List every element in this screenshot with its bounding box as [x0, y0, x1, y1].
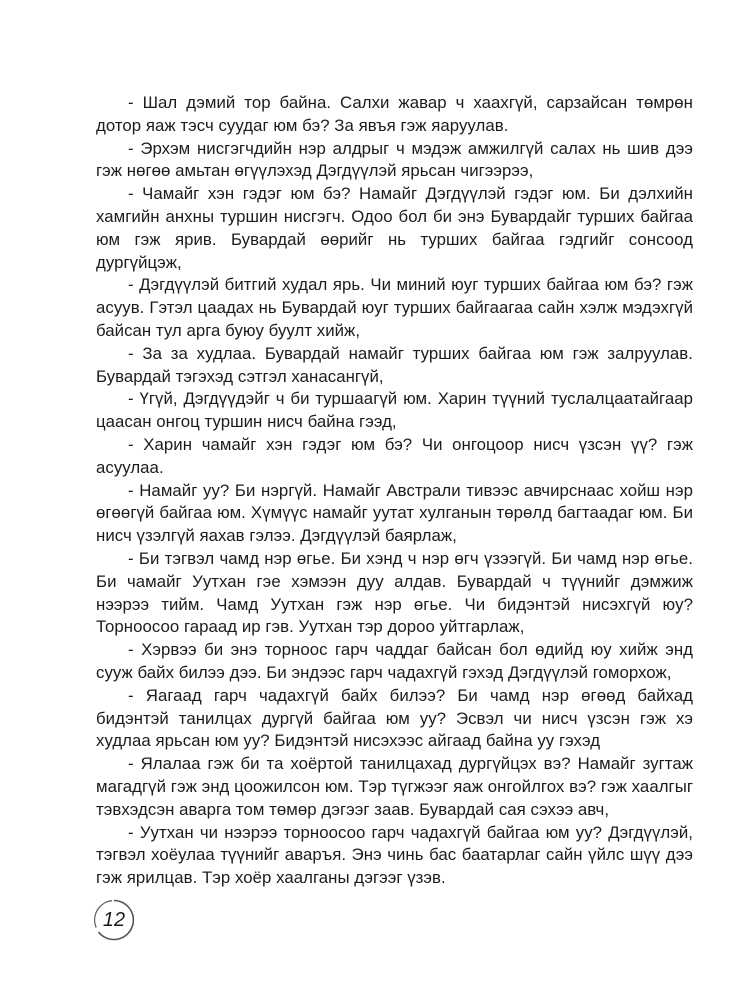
- paragraph-4: - Дэгдүүлэй битгий худал ярь. Чи миний юуг турших байгаа юм бэ? гэж асуув. Гэтэл цаадах нь Бувардай юуг турших байгаагаа сайн хэлж мэдэхгүй байсан тул арга буюу буулт хийж,: [96, 275, 693, 340]
- paragraph-10: - Хэрвээ би энэ торноос гарч чаддаг байсан бол өдийд юу хийж энд сууж байх билээ дээ. Би эндээс гарч чадахгүй гэхэд Дэгдүүлэй гоморхож,: [96, 640, 693, 682]
- paragraph-5: - За за худлаа. Бувардай намайг турших байгаа юм гэж залруулав. Бувардай тэгэхэд сэтгэл ханасангүй,: [96, 343, 693, 386]
- paragraph-2: - Эрхэм нисгэгчдийн нэр алдрыг ч мэдэж амжилгүй салах нь шив дээ гэж нөгөө амьтан өгүүлэхэд Дэгдүүлэй ярьсан чигээрээ,: [96, 138, 693, 181]
- paragraph-8: - Намайг уу? Би нэргүй. Намайг Австрали тивээс авчирснаас хойш нэр өгөөгүй байгаа юм. Хүмүүс намайг уутат хулганын төрөлд багтаадаг юм. Би нисч үзэлгүй яахав гэлээ. Дэгдүүлэй баярлаж,: [96, 480, 693, 546]
- paragraph-7: - Харин чамайг хэн гэдэг юм бэ? Чи онгоцоор нисч үзсэн үү? гэж асуулаа.: [96, 434, 693, 477]
- paragraph-9: - Би тэгвэл чамд нэр өгье. Би хэнд ч нэр өгч үзээгүй. Би чамд нэр өгье. Би чамайг Уутхан гэе хэмээн дуу алдав. Бувардай ч түүнийг дэмжиж нээрээ тийм. Чамд Уутхан гэж нэр өгье. Чи бидэнтэй нисэхгүй юу? Торноосоо гараад ир гэв. Уутхан тэр дороо уйтгарлаж,: [96, 548, 693, 637]
- page-number: 12: [102, 909, 126, 931]
- paragraph-3: - Чамайг хэн гэдэг юм бэ? Намайг Дэгдүүлэй гэдэг юм. Би дэлхийн хамгийн анхны туршин нисгэгч. Одоо бол би энэ Бувардайг турших байгаа юм гэж ярив. Бувардай өөрийг нь турших байгаа гэдгийг сонсоод дургүйцэж,: [96, 184, 693, 272]
- story-text: [96, 92, 693, 890]
- page-number-badge: [92, 898, 136, 942]
- paragraph-13: - Уутхан чи нээрээ торноосоо гарч чадахгүй байгаа юм уу? Дэгдүүлэй, тэгвэл хоёулаа түүнийг аваръя. Энэ чинь бас баатарлаг сайн үйлс шүү дээ гэж ярилцав. Тэр хоёр хаалганы дэгээг үзэв.: [96, 822, 693, 888]
- paragraph-1: - Шал дэмий тор байна. Салхи жавар ч хаахгүй, сарзайсан төмрөн дотор яаж тэсч суудаг юм бэ? За явъя гэж яаруулав.: [96, 93, 693, 135]
- paragraph-6: - Үгүй, Дэгдүүдэйг ч би туршаагүй юм. Харин түүний туслалцаатайгаар цаасан онгоц туршин нисч байна гээд,: [96, 389, 693, 432]
- paragraph-12: - Ялалаа гэж би та хоёртой танилцахад дургүйцэх вэ? Намайг зугтаж магадгүй гэж энд цоожилсон юм. Тэр түгжээг яаж онгойлгох вэ? гэж хаалгыг тэвхэдсэн аварга том төмөр дэгээг заав. Бувардай сая сэхээ авч,: [96, 754, 693, 819]
- paragraph-11: - Яагаад гарч чадахгүй байх билээ? Би чамд нэр өгөөд байхад бидэнтэй танилцах дургүй байгаа юм уу? Эсвэл чи нисч үзсэн гэж хэ худлаа ярьсан юм уу? Бидэнтэй нисэхээс айгаад байна уу гэхэд: [96, 685, 693, 751]
